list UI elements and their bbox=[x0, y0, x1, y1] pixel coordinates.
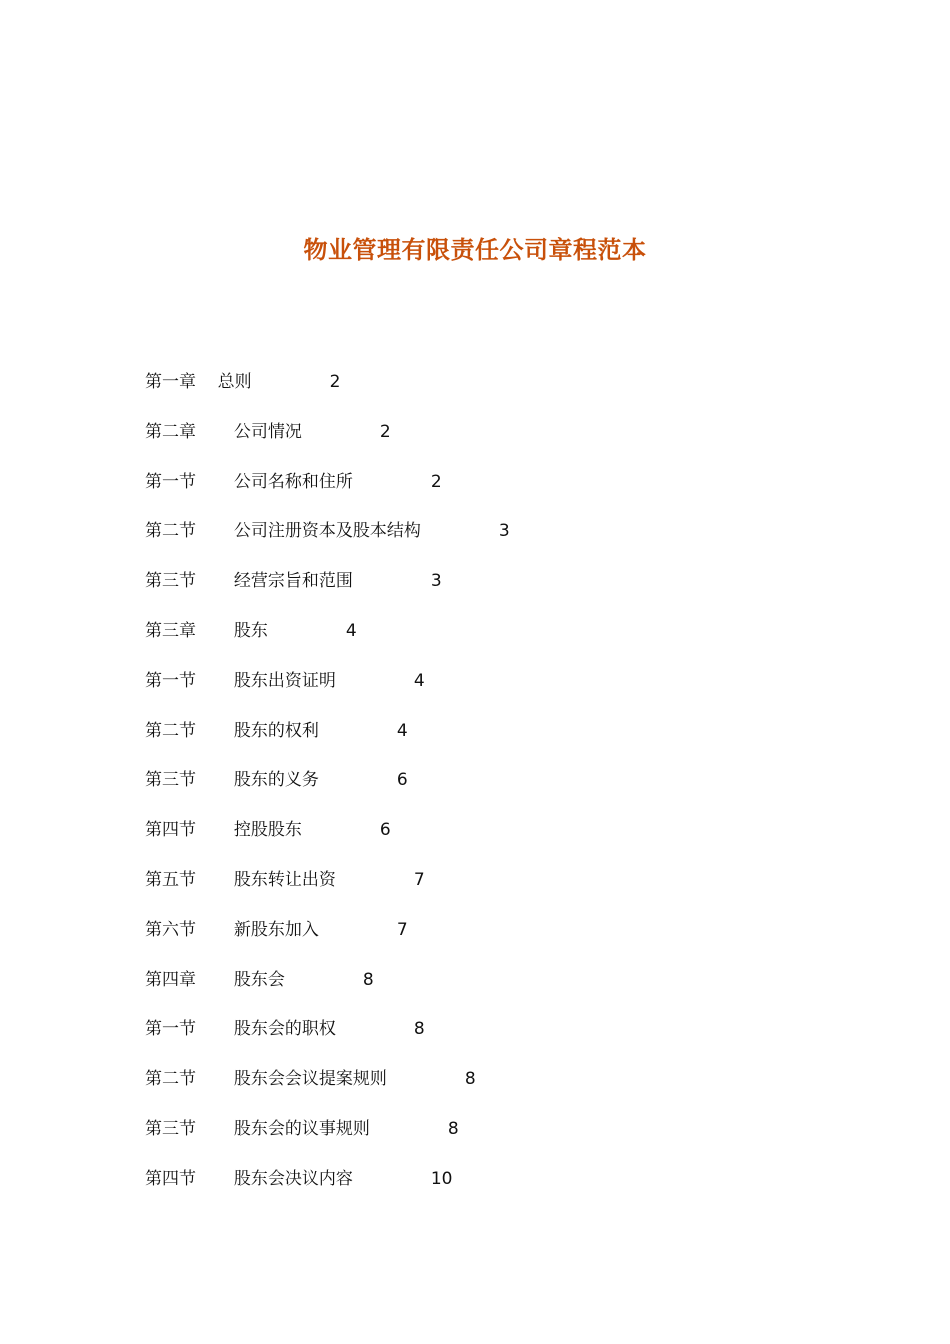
toc-entry-page: 4 bbox=[396, 720, 408, 741]
toc-entry bbox=[145, 1159, 845, 1209]
toc-entry-label: 第二章 公司情况 bbox=[145, 421, 302, 442]
toc-entry-page: 6 bbox=[379, 820, 391, 841]
toc-entry-label: 第三节 股东会的议事规则 bbox=[145, 1118, 370, 1139]
toc-entry-label: 第六节 新股东加入 bbox=[145, 919, 319, 940]
toc-entry bbox=[145, 661, 845, 711]
toc-entry-label: 第一节 股东出资证明 bbox=[145, 670, 336, 691]
toc-entry-label: 第二节 公司注册资本及股本结构 bbox=[145, 521, 421, 542]
toc-entry-label: 第四节 控股股东 bbox=[145, 820, 302, 841]
toc-entry-page: 8 bbox=[447, 1118, 459, 1139]
toc-entry-page: 7 bbox=[396, 919, 408, 940]
toc-entry bbox=[145, 1109, 845, 1159]
toc-entry bbox=[145, 511, 845, 561]
toc-entry-label: 第一节 股东会的职权 bbox=[145, 1019, 336, 1040]
toc-entry-page: 3 bbox=[498, 521, 510, 542]
toc-entry-page: 4 bbox=[413, 670, 425, 691]
toc-entry-page: 2 bbox=[379, 421, 391, 442]
toc-entry-label: 第四章 股东会 bbox=[145, 969, 285, 990]
toc-entry bbox=[145, 910, 845, 960]
toc-entry bbox=[145, 760, 845, 810]
toc-entry-page: 8 bbox=[464, 1069, 476, 1090]
toc-entry-page: 3 bbox=[430, 571, 442, 592]
toc-entry bbox=[145, 711, 845, 761]
toc-entry-label: 第五节 股东转让出资 bbox=[145, 869, 336, 890]
toc-entry-page: 8 bbox=[362, 969, 374, 990]
toc-entry-label: 第三节 经营宗旨和范围 bbox=[145, 571, 353, 592]
toc-entry-label: 第一节 公司名称和住所 bbox=[145, 471, 353, 492]
toc-entry-label: 第四节 股东会决议内容 bbox=[145, 1168, 353, 1189]
toc-entry-page: 10 bbox=[430, 1168, 453, 1189]
toc-entry bbox=[145, 810, 845, 860]
toc-entry bbox=[145, 860, 845, 910]
toc-entry-page: 2 bbox=[329, 372, 341, 392]
toc-entry bbox=[145, 561, 845, 611]
toc-entry bbox=[145, 1009, 845, 1059]
toc-entry-page: 2 bbox=[430, 471, 442, 492]
toc-entry-label: 第三节 股东的义务 bbox=[145, 770, 319, 791]
toc-entry-page: 8 bbox=[413, 1019, 425, 1040]
document-title: 物业管理有限责任公司章程范本 bbox=[303, 236, 647, 265]
toc-entry-label: 第三章 股东 bbox=[145, 620, 268, 641]
toc-entry-label: 第二节 股东会会议提案规则 bbox=[145, 1069, 387, 1090]
toc-entry-label: 第二节 股东的权利 bbox=[145, 720, 319, 741]
toc-entry-label: 第一章 总则 bbox=[145, 372, 252, 392]
toc-entry bbox=[145, 1059, 845, 1109]
table-of-contents bbox=[145, 362, 845, 1209]
toc-entry-page: 6 bbox=[396, 770, 408, 791]
toc-entry bbox=[145, 611, 845, 661]
toc-entry bbox=[145, 960, 845, 1010]
toc-entry-page: 7 bbox=[413, 869, 425, 890]
toc-entry bbox=[145, 412, 845, 462]
toc-entry bbox=[145, 462, 845, 512]
toc-entry bbox=[145, 362, 845, 412]
toc-entry-page: 4 bbox=[345, 620, 357, 641]
